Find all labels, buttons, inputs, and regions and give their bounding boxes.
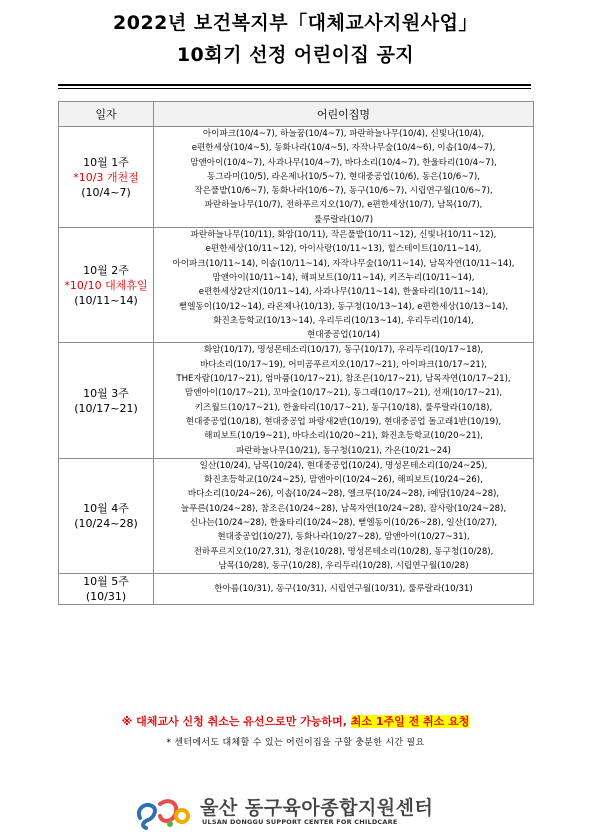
center-line: 맘앤아이(10/11~14), 해피보트(10/11~14), 키즈누리(10/11~14),	[212, 272, 475, 283]
center-line: 작은풀밭(10/6~7), 동화나라(10/6~7), 동구(10/6~7), 시립연구월(10/6~7),	[194, 186, 493, 197]
week-range: (10/4~7)	[81, 185, 131, 199]
week-range: (10/17~21)	[74, 401, 138, 415]
week-cell	[59, 574, 154, 605]
center-line: 화암(10/17), 명성몬테소리(10/17), 동구(10/17), 우리두리(10/17~18),	[203, 345, 484, 356]
title-divider-thick	[58, 84, 531, 86]
center-line: THE자람(10/17~21), 엄마품(10/17~21), 참조은(10/17~21), 남목자연(10/17~21),	[176, 374, 511, 385]
center-line: 파란하늘나무(10/11), 화암(10/11), 작은풀밭(10/11~12), 신빛나(10/11~12),	[190, 230, 497, 241]
center-line: e편한세상(10/4~5), 동화나라(10/4~5), 자작나무숲(10/4~6), 이솝(10/4~7),	[191, 143, 496, 154]
center-line: 파란하늘나무(10/7), 전하푸르지오(10/7), e편한세상(10/7), 남목(10/7),	[204, 200, 483, 211]
sub-notice: * 센터에서도 대체할 수 있는 어린이집을 구할 충분한 시간 필요	[166, 738, 425, 748]
centers-cell	[154, 343, 534, 458]
center-line: 룰루랄라(10/7)	[313, 214, 374, 225]
week-range: (10/31)	[85, 590, 127, 604]
week-label: 10월 2주	[83, 263, 129, 277]
center-line: e편한세상2단지(10/11~14), 사과나무(10/11~14), 한울타리(10/11~14),	[198, 287, 489, 298]
week-label: 10월 4주	[83, 502, 129, 516]
center-line: 파란하늘나무(10/21), 동구청(10/21), 가온(10/21~24)	[236, 445, 451, 456]
center-line: 한아름(10/31), 동구(10/31), 시립연구월(10/31), 룰루랄라(10/31)	[214, 584, 473, 595]
center-line: 일산(10/24), 남목(10/24), 현대중공업(10/24), 명성몬테소리(10/24~25),	[199, 460, 488, 471]
center-line: 현대중공업(10/27), 동화나라(10/27~28), 맘앤아이(10/27~31),	[217, 532, 470, 543]
table-row	[59, 228, 534, 343]
week-label: 10월 5주	[83, 575, 129, 589]
center-line: 바다소리(10/17~19), 어미곰푸르지오(10/17~21), 아이파크(10/17~21),	[199, 359, 487, 370]
footer-org-name: 울산 동구육아종합지원센터	[200, 797, 434, 819]
center-line: 전하푸르지오(10/27,31), 청운(10/28), 명성몬테소리(10/28), 동구청(10/28),	[193, 546, 494, 557]
header-centers: 어린이집명	[154, 102, 534, 127]
center-line: e편한세상(10/11~12), 아이사랑(10/11~13), 힐스테이트(10/11~14),	[205, 244, 482, 255]
centers-cell	[154, 127, 534, 228]
header-date: 일자	[59, 102, 154, 127]
title-divider-thin	[58, 88, 531, 89]
holiday-note: *10/10 대체휴일	[64, 278, 148, 292]
center-line: 맘앤아이(10/4~7), 사과나무(10/4~7), 바다소리(10/4~7), 한울타리(10/4~7),	[190, 157, 497, 168]
week-label: 10월 3주	[83, 386, 129, 400]
center-line: 남목(10/28), 동구(10/28), 우리두리(10/28), 시립연구월(10/28)	[218, 560, 469, 571]
week-cell	[59, 458, 154, 573]
table-row	[59, 458, 534, 573]
center-line: 동그라미(10/5), 라온제나(10/5~7), 현대중공업(10/6), 동은(10/6~7),	[207, 171, 480, 182]
centers-cell	[154, 574, 534, 605]
table-header-row	[59, 102, 534, 127]
center-line: 맘앤아이(10/17~21), 꼬마숲(10/17~21), 동그래(10/17~21), 선재(10/17~21),	[184, 388, 503, 399]
center-line: 키즈월드(10/17~21), 한울타리(10/17~21), 동구(10/18), 룰루랄라(10/18),	[194, 402, 493, 413]
center-line: 신나는(10/24~28), 한울타리(10/24~28), 뻗엘동이(10/26~28), 일산(10/27),	[189, 518, 498, 529]
week-cell	[59, 127, 154, 228]
week-cell	[59, 228, 154, 343]
table-row	[59, 127, 534, 228]
table-row	[59, 343, 534, 458]
footer-org-name-en: ULSAN DONGGU SUPPORT CENTER FOR CHILDCARE	[202, 818, 398, 826]
week-range: (10/24~28)	[74, 517, 138, 531]
center-logo-icon	[134, 794, 194, 830]
selection-table	[58, 101, 534, 605]
cancel-notice	[0, 713, 591, 729]
page-title-line2: 10회기 선정 어린이집 공지	[176, 44, 415, 66]
page-title-line1: 2022년 보건복지부「대체교사지원사업」	[113, 12, 478, 34]
table-row	[59, 574, 534, 605]
cancel-notice-text: ※ 대체교사 신청 취소는 유선으로만 가능하며,	[121, 715, 351, 728]
centers-cell	[154, 228, 534, 343]
week-label: 10월 1주	[83, 155, 129, 169]
center-line: 늘푸른(10/24~28), 참조은(10/24~28), 남목자연(10/24~28), 잠사랑(10/24~28),	[180, 503, 507, 514]
center-line: 현대중공업(10/14)	[307, 330, 380, 341]
week-cell	[59, 343, 154, 458]
center-line: 아이파크(10/11~14), 이솝(10/11~14), 자작나무숲(10/11~14), 남목자연(10/11~14),	[172, 258, 515, 269]
holiday-note: *10/3 개천절	[73, 170, 139, 184]
footer	[134, 792, 474, 832]
center-line: 아이파크(10/4~7), 하늘꿈(10/4~7), 파란하늘나무(10/4), 신빛나(10/4),	[202, 129, 485, 139]
center-line: 화진초등학교(10/13~14), 우리두리(10/13~14), 우리두리(10/14),	[213, 315, 474, 326]
center-line: 화진초등학교(10/24~25), 맘앤아이(10/24~26), 해피보트(10/24~26),	[204, 475, 483, 486]
week-range: (10/11~14)	[74, 293, 138, 307]
center-line: 현대중공업(10/18), 현대중공업 파랑새2반(10/19), 현대중공업 돌고래1반(10/19),	[185, 416, 502, 427]
center-line: 바다소리(10/24~26), 이솝(10/24~28), 엘크루(10/24~28), i예담(10/24~28),	[187, 489, 500, 500]
cancel-notice-highlight: 최소 1주일 전 취소 요청	[350, 715, 470, 728]
centers-cell	[154, 458, 534, 573]
center-line: 뻗엘동이(10/12~14), 라온제나(10/13), 동구청(10/13~14), e편한세상(10/13~14),	[178, 301, 509, 312]
center-line: 해피보트(10/19~21), 바다소리(10/20~21), 화진초등학교(10/20~21),	[204, 431, 483, 442]
